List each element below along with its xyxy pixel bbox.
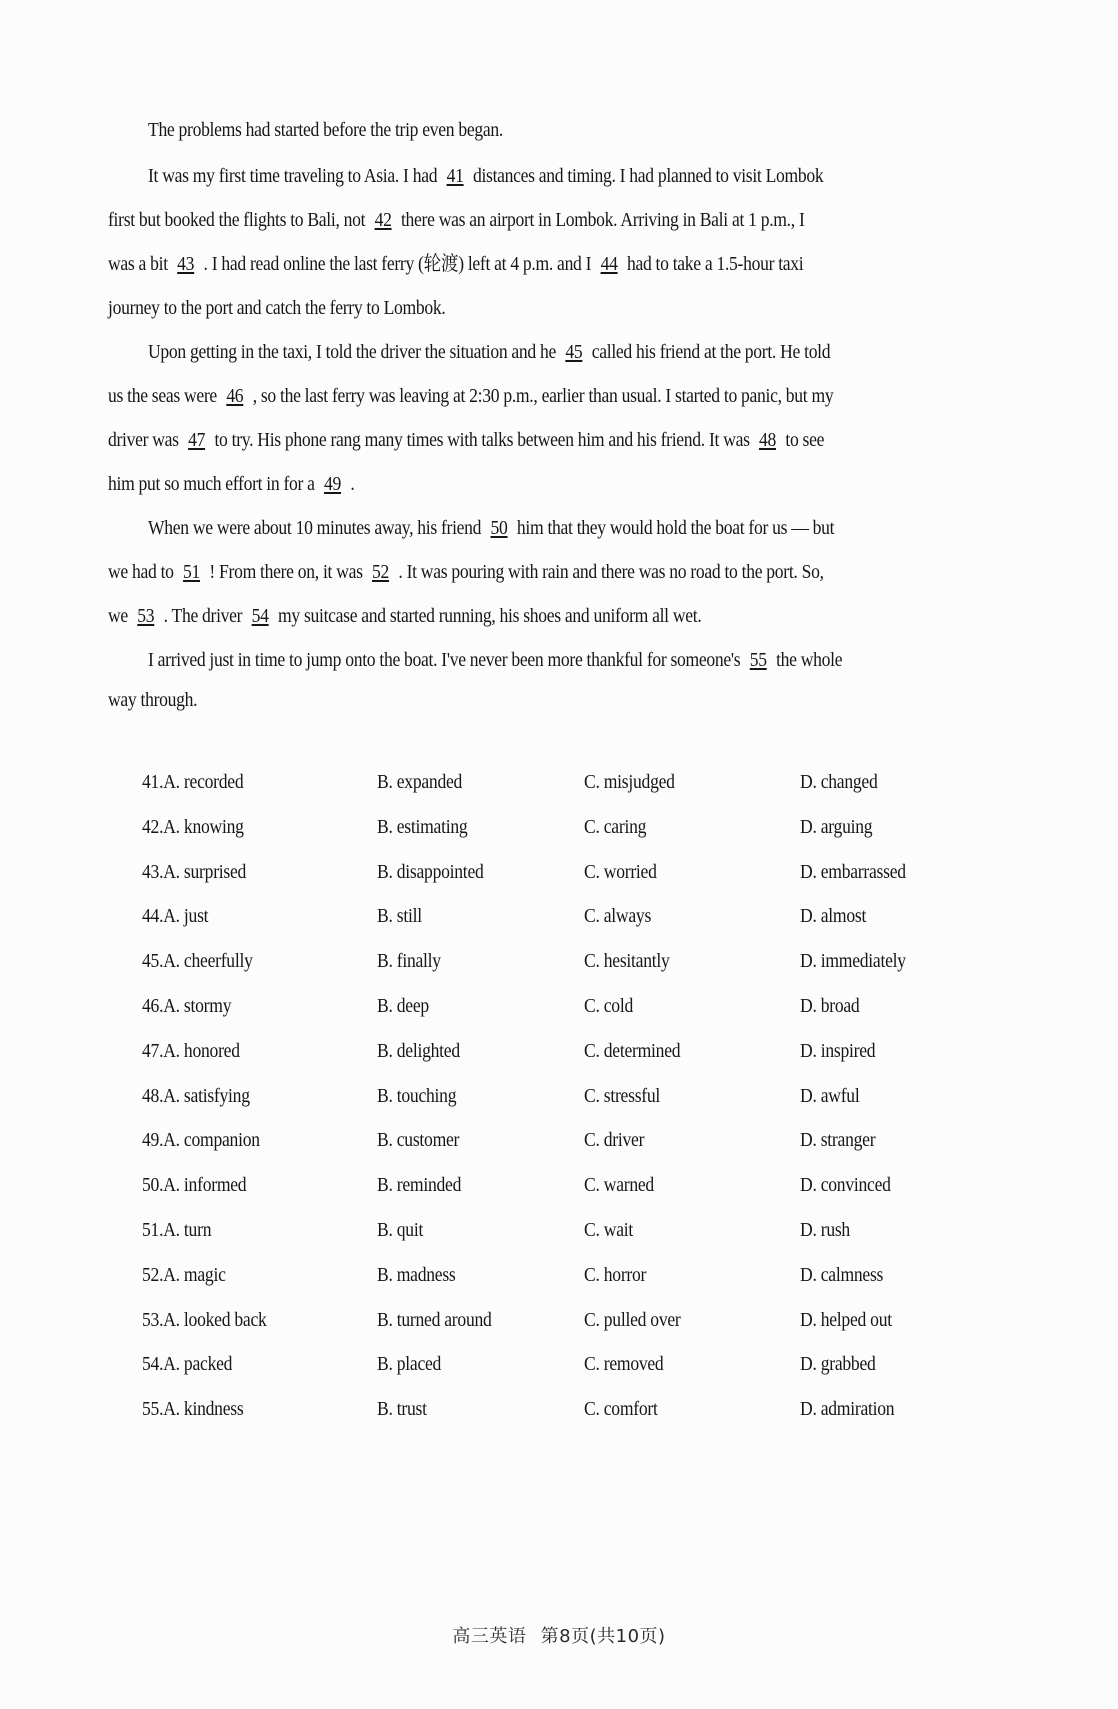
option-d: D. immediately bbox=[800, 950, 906, 973]
cloze-blank: 49 bbox=[324, 473, 342, 495]
passage-text: ! From there on, it was bbox=[209, 561, 363, 583]
option-a bbox=[142, 1218, 211, 1242]
option-d: D. almost bbox=[800, 905, 867, 928]
option-a bbox=[142, 1039, 240, 1063]
passage-text: It was my first time traveling to Asia. I had bbox=[148, 165, 438, 187]
passage-text: . bbox=[350, 473, 355, 495]
question-number: 52. bbox=[142, 1263, 164, 1286]
passage-text: distances and timing. I had planned to visit Lombok bbox=[472, 165, 824, 187]
option-b: B. estimating bbox=[377, 815, 468, 838]
cloze-blank: 44 bbox=[600, 253, 618, 275]
option-c: C. hesitantly bbox=[584, 950, 670, 973]
cloze-blank: 41 bbox=[446, 165, 464, 187]
option-d: D. admiration bbox=[800, 1398, 895, 1421]
option-b: B. disappointed bbox=[377, 860, 484, 883]
option-c: C. warned bbox=[584, 1174, 654, 1197]
option-b: B. touching bbox=[377, 1084, 457, 1107]
option-a bbox=[142, 1173, 246, 1197]
option-a bbox=[142, 1397, 243, 1421]
option-a-text: A. satisfying bbox=[163, 1084, 250, 1107]
passage-line bbox=[148, 340, 830, 364]
question-number: 55. bbox=[142, 1398, 164, 1421]
option-d: D. embarrassed bbox=[800, 860, 906, 883]
passage-line bbox=[148, 516, 834, 540]
question-row bbox=[0, 1352, 1118, 1382]
cloze-blank: 55 bbox=[749, 649, 767, 671]
option-a-text: A. looked back bbox=[163, 1308, 267, 1331]
question-number: 51. bbox=[142, 1219, 164, 1241]
option-c: C. always bbox=[584, 905, 652, 928]
option-c: C. misjudged bbox=[584, 771, 675, 793]
question-number: 50. bbox=[142, 1174, 164, 1197]
option-c: C. worried bbox=[584, 860, 657, 883]
passage-line bbox=[148, 118, 503, 142]
option-a-text: A. informed bbox=[163, 1174, 247, 1197]
passage-text: us the seas were bbox=[108, 385, 217, 407]
passage-line bbox=[108, 296, 445, 320]
passage-text: to see bbox=[785, 429, 825, 451]
option-d: D. broad bbox=[800, 995, 860, 1017]
option-b: B. trust bbox=[377, 1398, 427, 1421]
option-b: B. still bbox=[377, 905, 422, 928]
question-row bbox=[0, 1039, 1118, 1069]
question-number: 41. bbox=[142, 771, 164, 793]
passage-line bbox=[108, 208, 805, 232]
option-d: D. inspired bbox=[800, 1039, 876, 1062]
passage-line bbox=[108, 688, 197, 712]
question-number: 53. bbox=[142, 1308, 164, 1331]
passage-text: . The driver bbox=[163, 605, 243, 627]
option-a bbox=[142, 1352, 232, 1376]
cloze-blank: 43 bbox=[177, 253, 195, 275]
cloze-blank: 47 bbox=[188, 429, 206, 451]
question-number: 49. bbox=[142, 1129, 164, 1152]
option-b: B. madness bbox=[377, 1263, 456, 1286]
option-a-text: A. recorded bbox=[163, 771, 244, 793]
passage-text: driver was bbox=[108, 429, 179, 451]
option-b: B. placed bbox=[377, 1353, 442, 1376]
question-row bbox=[0, 1084, 1118, 1114]
cloze-blank: 52 bbox=[372, 561, 390, 583]
option-a bbox=[142, 1263, 226, 1287]
page-footer bbox=[0, 1622, 1118, 1648]
cloze-blank: 48 bbox=[759, 429, 777, 451]
question-row bbox=[0, 949, 1118, 979]
option-d: D. changed bbox=[800, 771, 878, 793]
option-a-text: A. just bbox=[163, 905, 209, 928]
passage-text: we had to bbox=[108, 561, 174, 583]
cloze-blank: 50 bbox=[490, 517, 508, 539]
passage-line bbox=[108, 560, 824, 584]
question-row bbox=[0, 860, 1118, 890]
option-a-text: A. kindness bbox=[163, 1398, 244, 1421]
passage-text: was a bit bbox=[108, 253, 168, 275]
question-number: 48. bbox=[142, 1084, 164, 1107]
question-row bbox=[0, 1128, 1118, 1158]
passage-text: The problems had started before the trip even began. bbox=[148, 119, 503, 141]
option-b: B. customer bbox=[377, 1129, 460, 1152]
passage-text: had to take a 1.5-hour taxi bbox=[626, 253, 804, 275]
passage-line bbox=[108, 384, 833, 408]
option-c: C. wait bbox=[584, 1219, 634, 1241]
option-a-text: A. honored bbox=[163, 1039, 240, 1062]
option-d: D. awful bbox=[800, 1084, 860, 1107]
option-a-text: A. surprised bbox=[163, 860, 247, 883]
option-c: C. removed bbox=[584, 1353, 664, 1376]
question-row bbox=[0, 770, 1118, 800]
question-number: 46. bbox=[142, 995, 164, 1017]
option-c: C. determined bbox=[584, 1039, 681, 1062]
passage-text: Upon getting in the taxi, I told the driver the situation and he bbox=[148, 341, 556, 363]
option-a-text: A. turn bbox=[163, 1219, 212, 1241]
option-c: C. comfort bbox=[584, 1398, 658, 1421]
passage-line bbox=[108, 604, 701, 628]
option-c: C. driver bbox=[584, 1129, 645, 1152]
passage-text: there was an airport in Lombok. Arriving in Bali at 1 p.m., I bbox=[400, 209, 805, 231]
option-a bbox=[142, 1128, 260, 1152]
option-b: B. turned around bbox=[377, 1308, 492, 1331]
option-a-text: A. cheerfully bbox=[163, 950, 253, 973]
option-c: C. pulled over bbox=[584, 1308, 681, 1331]
option-b: B. expanded bbox=[377, 771, 463, 793]
passage-text: we bbox=[108, 605, 128, 627]
option-d: D. convinced bbox=[800, 1174, 891, 1197]
option-b: B. quit bbox=[377, 1219, 424, 1241]
footer-subject: 高三英语 bbox=[452, 1626, 527, 1647]
question-number: 44. bbox=[142, 905, 164, 928]
passage-text: , so the last ferry was leaving at 2:30 p.m., earlier than usual. I started to panic, but my bbox=[252, 385, 834, 407]
option-a bbox=[142, 904, 208, 928]
question-row bbox=[0, 1218, 1118, 1248]
passage-line bbox=[108, 472, 355, 496]
option-a-text: A. packed bbox=[163, 1353, 233, 1376]
option-a bbox=[142, 1308, 267, 1332]
option-a bbox=[142, 860, 246, 884]
passage-text: first but booked the flights to Bali, not bbox=[108, 209, 366, 231]
passage-text: him that they would hold the boat for us — but bbox=[516, 517, 835, 539]
option-b: B. finally bbox=[377, 950, 441, 973]
passage-text: him put so much effort in for a bbox=[108, 473, 315, 495]
option-a-text: A. companion bbox=[163, 1129, 260, 1152]
option-d: D. rush bbox=[800, 1219, 850, 1241]
option-b: B. reminded bbox=[377, 1174, 462, 1197]
option-a-text: A. knowing bbox=[163, 815, 244, 838]
cloze-blank: 54 bbox=[251, 605, 269, 627]
option-a bbox=[142, 770, 243, 794]
question-number: 54. bbox=[142, 1353, 164, 1376]
question-row bbox=[0, 1397, 1118, 1427]
option-a bbox=[142, 1084, 250, 1108]
passage-text: the whole bbox=[776, 649, 843, 671]
option-c: C. horror bbox=[584, 1263, 647, 1286]
passage-text: to try. His phone rang many times with talks between him and his friend. It was bbox=[214, 429, 750, 451]
passage-text: journey to the port and catch the ferry to Lombok. bbox=[108, 297, 446, 319]
question-number: 47. bbox=[142, 1039, 164, 1062]
option-a-text: A. magic bbox=[163, 1263, 226, 1286]
option-a bbox=[142, 815, 244, 839]
passage-text: . It was pouring with rain and there was no road to the port. So, bbox=[398, 561, 824, 583]
option-b: B. delighted bbox=[377, 1039, 460, 1062]
option-d: D. arguing bbox=[800, 815, 873, 838]
question-row bbox=[0, 1263, 1118, 1293]
option-c: C. stressful bbox=[584, 1084, 661, 1107]
option-b: B. deep bbox=[377, 995, 429, 1017]
passage-text: my suitcase and started running, his shoes and uniform all wet. bbox=[277, 605, 702, 627]
passage-line bbox=[148, 164, 823, 188]
option-d: D. calmness bbox=[800, 1263, 884, 1286]
option-d: D. helped out bbox=[800, 1308, 892, 1331]
passage-text: . I had read online the last ferry (轮渡) left at 4 p.m. and I bbox=[203, 253, 592, 275]
option-c: C. cold bbox=[584, 995, 634, 1017]
cloze-blank: 51 bbox=[183, 561, 201, 583]
passage-text: When we were about 10 minutes away, his friend bbox=[148, 517, 482, 539]
passage-line bbox=[108, 428, 824, 452]
cloze-blank: 42 bbox=[374, 209, 392, 231]
passage-line bbox=[108, 252, 803, 276]
question-number: 45. bbox=[142, 950, 164, 973]
option-a bbox=[142, 949, 253, 973]
option-a-text: A. stormy bbox=[163, 995, 232, 1017]
cloze-blank: 46 bbox=[226, 385, 244, 407]
question-row bbox=[0, 1308, 1118, 1338]
passage-text: called his friend at the port. He told bbox=[591, 341, 831, 363]
question-row bbox=[0, 904, 1118, 934]
option-a bbox=[142, 994, 231, 1018]
question-row bbox=[0, 815, 1118, 845]
option-d: D. stranger bbox=[800, 1129, 876, 1152]
cloze-blank: 53 bbox=[137, 605, 155, 627]
footer-page-number: 第8页(共10页) bbox=[540, 1626, 666, 1647]
option-d: D. grabbed bbox=[800, 1353, 876, 1376]
question-row bbox=[0, 994, 1118, 1024]
question-number: 43. bbox=[142, 860, 164, 883]
question-number: 42. bbox=[142, 815, 164, 838]
question-row bbox=[0, 1173, 1118, 1203]
cloze-blank: 45 bbox=[565, 341, 583, 363]
passage-text: way through. bbox=[108, 689, 198, 711]
passage-line bbox=[148, 648, 842, 672]
passage-text: I arrived just in time to jump onto the boat. I've never been more thankful for someone's bbox=[148, 649, 741, 671]
option-c: C. caring bbox=[584, 815, 647, 838]
